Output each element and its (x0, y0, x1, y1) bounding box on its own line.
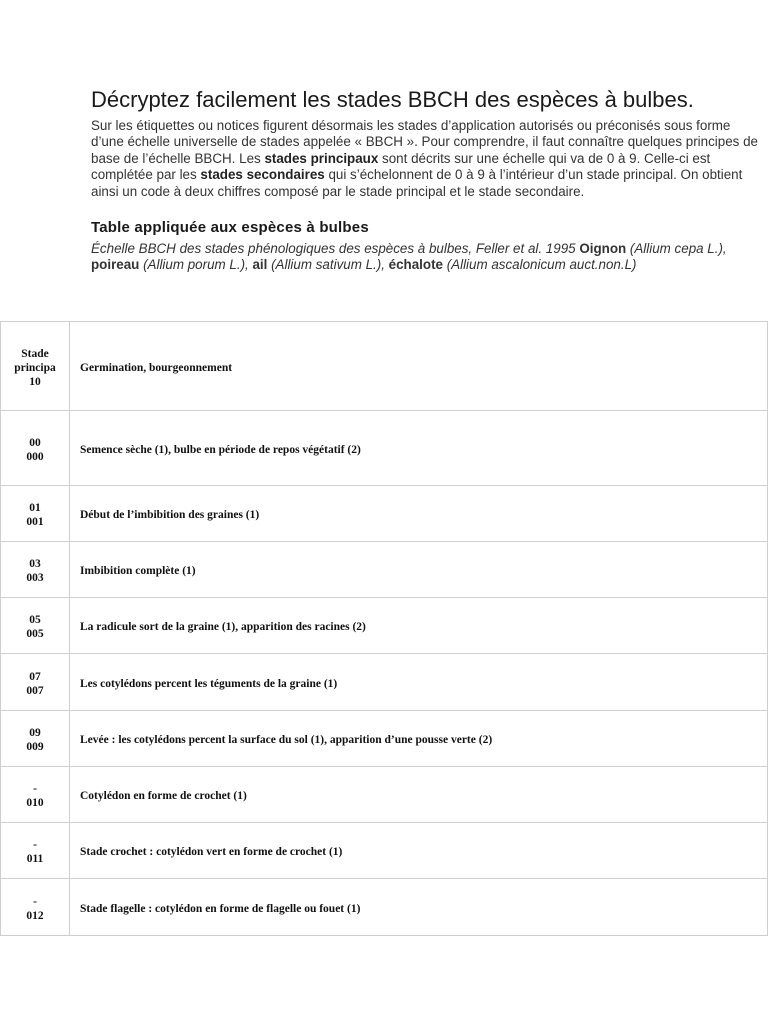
subtitle-bold-echalote: échalote (388, 257, 443, 273)
stage-description: Stade crochet : cotylédon vert en forme de crochet (1) (70, 823, 768, 879)
intro-text-3: qui s’échelonnent de 0 à 9 à l’intérieur d’un stade principal. On obtient ainsi un code à deux chiffres composé par le stade principal et le stade secondaire. (91, 167, 743, 199)
stage-code-line2: 010 (26, 797, 44, 809)
intro-bold-1: stades principaux (264, 150, 379, 166)
stage-description: Levée : les cotylédons percent la surface du sol (1), apparition d’une pousse verte (2) (70, 711, 768, 767)
stage-code-cell (1, 411, 70, 486)
table-row (1, 823, 768, 879)
stage-description: Les cotylédons percent les téguments de la graine (1) (70, 654, 768, 711)
page-title: Décryptez facilement les stades BBCH des espèces à bulbes. (91, 87, 694, 112)
stage-code-cell (1, 542, 70, 598)
stage-code-line1: - (33, 839, 37, 851)
stage-code-line1: Stade (21, 347, 49, 360)
stage-description: Cotylédon en forme de crochet (1) (70, 767, 768, 823)
stage-code-line2: 012 (26, 909, 44, 922)
stage-code-line3: 10 (29, 375, 41, 388)
stage-code-cell (1, 486, 70, 542)
stage-code-cell (1, 598, 70, 654)
stage-code-line1: - (33, 895, 37, 908)
table-row (1, 598, 768, 654)
stage-description: La radicule sort de la graine (1), apparition des racines (2) (70, 598, 768, 654)
stage-code-line1: - (33, 783, 37, 795)
subtitle-text-4: (Allium sativum L.), (267, 257, 389, 273)
intro-text-1: Sur les étiquettes ou notices figurent désormais les stades d’application autorisés ou préconisés sous forme d’une échelle universelle de stades appelée « BBCH ». Pour comprendre, il faut connaître quelques principes de base de l’échelle BBCH. Les (91, 118, 758, 166)
table-subtitle (91, 241, 761, 274)
intro-bold-2: stades secondaires (200, 167, 325, 183)
intro-section (91, 86, 761, 274)
stage-code-line2: principa (14, 361, 56, 374)
subtitle-bold-ail: ail (252, 257, 268, 273)
stage-code-line2: 001 (26, 516, 44, 528)
stage-code-line2: 000 (26, 450, 44, 463)
stage-code-line2: 007 (26, 684, 44, 697)
stage-code-line1: 00 (29, 436, 41, 449)
stage-code-line1: 07 (29, 670, 41, 683)
stage-code-line2: 003 (26, 572, 44, 584)
stage-code-line1: 05 (29, 614, 41, 626)
stage-code-cell (1, 767, 70, 823)
table-row (1, 654, 768, 711)
intro-text-2: sont décrits sur une échelle qui va de 0 à 9. Celle-ci est complétée par les (91, 150, 711, 183)
table-row (1, 767, 768, 823)
stage-description: Imbibition complète (1) (70, 542, 768, 598)
stage-code-line2: 005 (26, 628, 44, 640)
stage-code-cell (1, 654, 70, 711)
table-row (1, 879, 768, 936)
table-row (1, 322, 768, 411)
subtitle-text-5: (Allium ascalonicum auct.non.L) (442, 257, 637, 273)
table-row (1, 542, 768, 598)
subtitle-bold-oignon: Oignon (579, 241, 627, 257)
table-row (1, 411, 768, 486)
stage-description: Début de l’imbibition des graines (1) (70, 486, 768, 542)
bbch-table (0, 321, 768, 936)
stage-description: Germination, bourgeonnement (70, 322, 768, 411)
stage-code-cell (1, 711, 70, 767)
stage-code-line2: 011 (26, 853, 44, 865)
table-row (1, 486, 768, 542)
stage-description: Stade flagelle : cotylédon en forme de flagelle ou fouet (1) (70, 879, 768, 936)
stage-code-cell (1, 322, 70, 411)
table-row (1, 711, 768, 767)
stage-code-cell (1, 823, 70, 879)
stage-description: Semence sèche (1), bulbe en période de repos végétatif (2) (70, 411, 768, 486)
intro-paragraph (91, 118, 761, 200)
section-title: Table appliquée aux espèces à bulbes (91, 219, 369, 237)
stage-code-line1: 09 (29, 727, 41, 739)
subtitle-text-1: Échelle BBCH des stades phénologiques des espèces à bulbes, Feller et al. 1995 (91, 241, 580, 257)
stage-code-line1: 01 (29, 502, 41, 514)
stage-code-line2: 009 (26, 741, 44, 753)
subtitle-text-2: (Allium cepa L.), (626, 241, 727, 257)
stage-code-cell (1, 879, 70, 936)
stage-code-line1: 03 (29, 558, 41, 570)
subtitle-text-3: (Allium porum L.), (139, 257, 253, 273)
subtitle-bold-poireau: poireau (91, 257, 140, 273)
